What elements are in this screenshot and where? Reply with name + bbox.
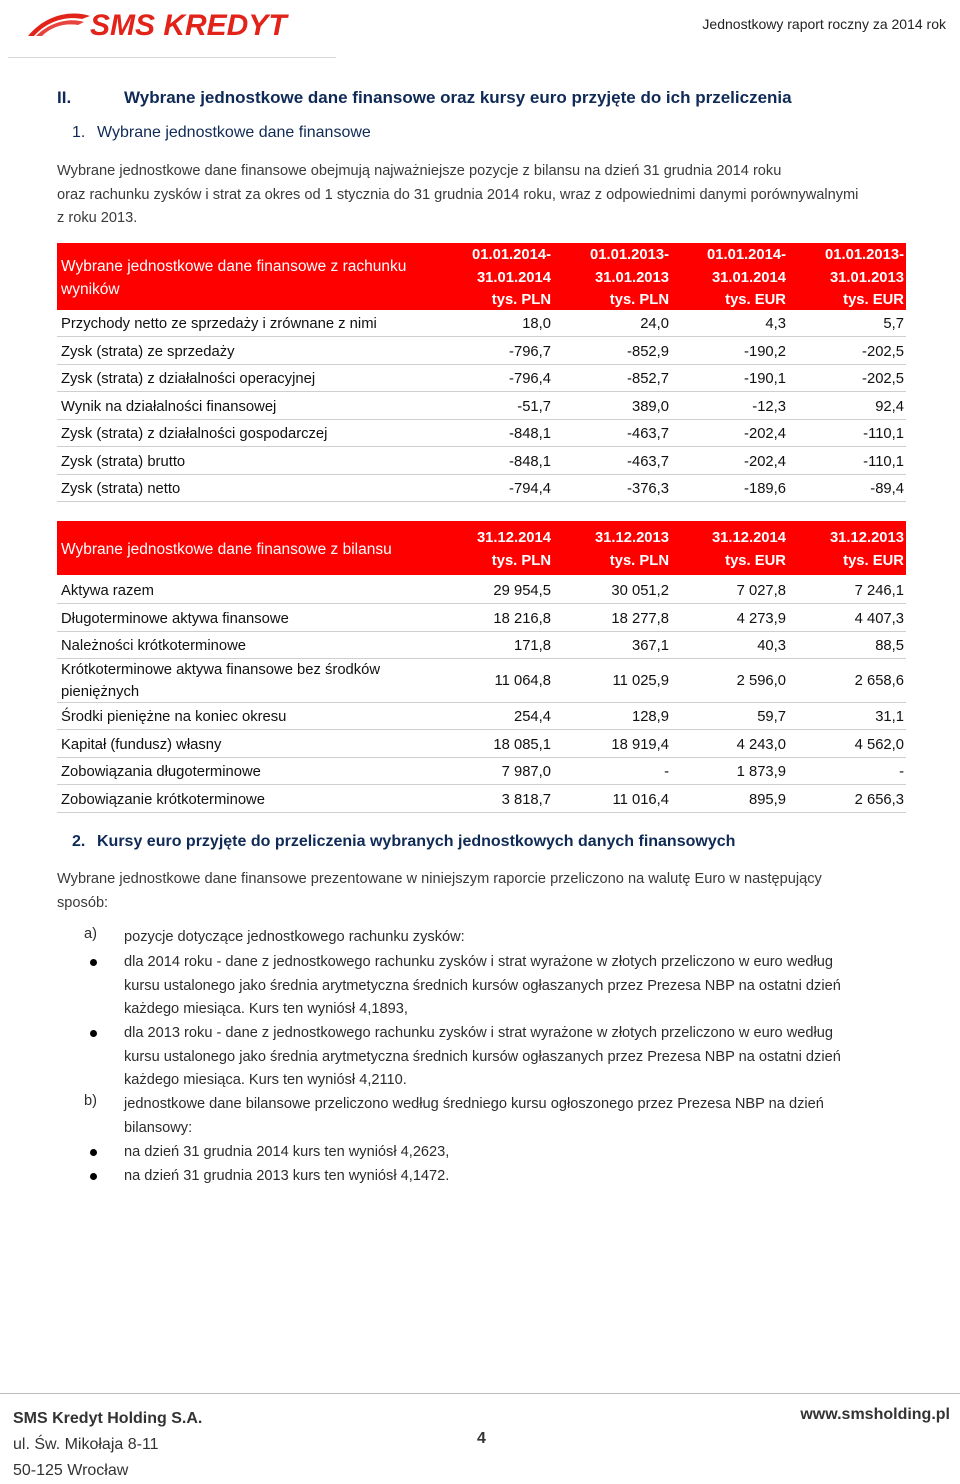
row-value: 4 407,3	[854, 610, 904, 627]
row-label: Zysk (strata) netto	[61, 481, 181, 497]
col-unit: tys. PLN	[609, 552, 669, 569]
balance-table-title: Wybrane jednostkowe dane finansowe z bilansu	[61, 541, 392, 558]
row-label: Należności krótkoterminowe	[61, 638, 247, 654]
col-unit: tys. EUR	[843, 552, 904, 569]
col-date-to: 31.01.2014	[711, 269, 786, 286]
bullet-icon	[90, 1149, 97, 1156]
section-title: Wybrane jednostkowe dane finansowe oraz kursy euro przyjęte do ich przeliczenia	[124, 88, 792, 107]
row-value: 59,7	[757, 709, 786, 725]
row-label: Zysk (strata) brutto	[61, 453, 186, 470]
table-row	[57, 786, 906, 813]
row-value: -202,5	[862, 371, 904, 387]
row-value: 254,4	[513, 709, 551, 725]
row-value: 2 596,0	[736, 672, 786, 689]
income-table-body	[57, 310, 906, 502]
col-unit: tys. PLN	[491, 552, 551, 569]
income-table-title-line: wyników	[61, 281, 120, 298]
col-date-to: 31.01.2013	[829, 269, 904, 286]
table-row	[57, 365, 906, 392]
table-row	[57, 393, 906, 420]
bullet-icon	[90, 959, 97, 966]
page-number: 4	[477, 1430, 486, 1447]
income-statement-table	[57, 243, 906, 503]
list-item-b-line: jednostkowe dane bilansowe przeliczono według średniego kursu ogłoszonego przez Prezesa NBP na dzień	[124, 1096, 824, 1112]
income-col-header	[559, 244, 669, 312]
logo-text: SMS KREDYT	[90, 9, 287, 42]
row-value: 128,9	[631, 709, 669, 725]
row-label: Aktywa razem	[61, 583, 154, 599]
footer-website-link[interactable]: www.smsholding.pl	[800, 1406, 950, 1423]
row-value: -794,4	[509, 481, 551, 497]
row-value: 389,0	[631, 398, 669, 415]
col-unit: tys. EUR	[725, 292, 786, 308]
footer-city: 50-125 Wrocław	[13, 1462, 129, 1479]
row-value: -463,7	[627, 426, 669, 442]
balance-col-header	[794, 527, 904, 572]
bullet-line: każdego miesiąca. Kurs ten wyniósł 4,1893,	[124, 1001, 408, 1017]
row-value: -202,5	[862, 343, 904, 360]
list-bullet-a2	[124, 1022, 906, 1093]
table-row	[57, 420, 906, 447]
row-value: -	[664, 764, 669, 780]
row-value: 88,5	[875, 638, 904, 654]
subsection-2-title: Kursy euro przyjęte do przeliczenia wybranych jednostkowych danych finansowych	[97, 833, 736, 850]
row-value: -12,3	[752, 398, 786, 415]
row-value: -51,7	[517, 398, 551, 415]
bullet-line: każdego miesiąca. Kurs ten wyniósł 4,2110.	[124, 1072, 407, 1088]
row-value: 11 016,4	[612, 791, 669, 808]
col-date: 31.12.2014	[711, 530, 786, 546]
income-table-title	[61, 255, 406, 301]
col-unit: tys. PLN	[609, 292, 669, 308]
col-date-from: 01.01.2013-	[825, 247, 904, 263]
row-label: Środki pieniężne na koniec okresu	[61, 709, 287, 725]
table-row	[57, 448, 906, 475]
bullet-line: dla 2013 roku - dane z jednostkowego rachunku zysków i strat wyrażone w złotych przeliczono w euro według	[124, 1025, 833, 1041]
row-value: 7 246,1	[854, 583, 904, 599]
row-value: -89,4	[870, 481, 904, 497]
row-label: Wynik na działalności finansowej	[61, 398, 277, 415]
bullet-line: kursu ustalonego jako średnia arytmetyczna średnich kursów ogłaszanych przez Prezesa NBP na ostatni dzień	[124, 977, 841, 994]
section-heading	[57, 88, 792, 108]
list-item-b-line: bilansowy:	[124, 1119, 193, 1136]
col-date-from: 01.01.2014-	[707, 247, 786, 263]
row-value: -848,1	[509, 426, 551, 442]
list-bullet-b2: na dzień 31 grudnia 2013 kurs ten wyniósł 4,1472.	[124, 1168, 450, 1184]
list-item-b	[124, 1093, 906, 1140]
col-date: 31.12.2013	[594, 530, 669, 546]
col-date-from: 01.01.2014-	[472, 247, 551, 263]
row-value: 31,1	[875, 709, 904, 725]
row-value: -202,4	[744, 426, 786, 442]
income-table-title-line: Wybrane jednostkowe dane finansowe z rachunku	[61, 258, 407, 275]
table-row	[57, 703, 906, 730]
row-value: 5,7	[883, 316, 904, 332]
row-value: 4 273,9	[736, 610, 786, 627]
row-value: 171,8	[513, 638, 551, 654]
list-marker-b: b)	[84, 1093, 97, 1109]
table-row	[57, 310, 906, 337]
list-marker-a: a)	[84, 926, 97, 942]
income-col-header	[676, 244, 786, 312]
row-value: 7 027,8	[736, 583, 786, 599]
row-value: -110,1	[863, 426, 904, 442]
row-value: 11 064,8	[494, 672, 551, 689]
row-value: 367,1	[631, 638, 669, 654]
row-label: Długoterminowe aktywa finansowe	[61, 610, 289, 627]
row-value: -190,2	[744, 343, 786, 360]
subsection-1-heading	[72, 124, 371, 142]
row-value: -852,9	[627, 343, 669, 360]
income-table-header	[57, 243, 906, 310]
row-value: -110,1	[863, 453, 904, 470]
footer-address	[13, 1406, 202, 1484]
row-value: -190,1	[744, 371, 786, 387]
balance-col-header	[441, 527, 551, 572]
table-row	[57, 731, 906, 758]
row-value: -796,4	[509, 371, 551, 387]
row-value: 18 919,4	[611, 736, 669, 753]
row-value: -848,1	[509, 453, 551, 470]
col-date: 31.12.2014	[476, 530, 551, 546]
subsection-2-number: 2.	[72, 833, 86, 850]
row-value: -796,7	[509, 343, 551, 360]
bullet-icon	[90, 1173, 97, 1180]
fx-intro-line: sposób:	[57, 894, 109, 911]
subsection-1-number: 1.	[72, 124, 86, 141]
bullet-line: kursu ustalonego jako średnia arytmetyczna średnich kursów ogłaszanych przez Prezesa NBP na ostatni dzień	[124, 1048, 841, 1065]
balance-sheet-table	[57, 521, 906, 813]
col-unit: tys. PLN	[491, 292, 551, 308]
table-row	[57, 660, 906, 703]
fx-intro-paragraph	[57, 868, 906, 915]
bullet-line: dla 2014 roku - dane z jednostkowego rachunku zysków i strat wyrażone w złotych przeliczono w euro według	[124, 954, 833, 970]
subsection-1-title: Wybrane jednostkowe dane finansowe	[97, 124, 371, 141]
table-row	[57, 632, 906, 659]
row-label: Zysk (strata) z działalności operacyjnej	[61, 371, 316, 387]
bullet-icon	[90, 1030, 97, 1037]
footer-divider	[0, 1393, 960, 1394]
balance-col-header	[559, 527, 669, 572]
intro-line: z roku 2013.	[57, 210, 138, 226]
row-value: 1 873,9	[736, 764, 786, 780]
col-date-to: 31.01.2013	[594, 269, 669, 286]
row-value: 24,0	[640, 316, 669, 332]
row-value: 92,4	[875, 398, 904, 415]
row-value: 11 025,9	[612, 672, 669, 689]
row-value: 18 085,1	[493, 736, 551, 753]
income-col-header	[441, 244, 551, 312]
row-label: Zysk (strata) z działalności gospodarczej	[61, 426, 328, 442]
balance-table-body	[57, 577, 906, 813]
table-row	[57, 475, 906, 502]
col-date: 31.12.2013	[829, 530, 904, 546]
row-label: Zobowiązania długoterminowe	[61, 764, 261, 780]
row-value: 4 562,0	[854, 736, 904, 753]
row-value: -463,7	[627, 453, 669, 470]
row-label: Kapitał (fundusz) własny	[61, 736, 222, 753]
intro-line: Wybrane jednostkowe dane finansowe obejmują najważniejsze pozycje z bilansu na dzień 31 grudnia 2014 roku	[57, 163, 782, 179]
intro-line: oraz rachunku zysków i strat za okres od 1 stycznia do 31 grudnia 2014 roku, wraz z odpowiednimi danymi porównywalnymi	[57, 186, 859, 203]
report-title: Jednostkowy raport roczny za 2014 rok	[702, 16, 946, 32]
intro-paragraph	[57, 160, 906, 231]
row-value: -852,7	[627, 371, 669, 387]
subsection-2-heading	[72, 833, 735, 851]
fx-intro-line: Wybrane jednostkowe dane finansowe prezentowane w niniejszym raporcie przeliczono na walutę Euro w następujący	[57, 871, 822, 887]
row-value: 4,3	[765, 316, 786, 332]
table-row	[57, 338, 906, 365]
list-item-a: pozycje dotyczące jednostkowego rachunku zysków:	[124, 929, 465, 945]
table-row	[57, 605, 906, 632]
row-value: 4 243,0	[736, 736, 786, 753]
row-value: -189,6	[744, 481, 786, 497]
row-value: 18 277,8	[611, 610, 669, 627]
row-label: Zysk (strata) ze sprzedaży	[61, 343, 235, 360]
row-value: 18 216,8	[493, 610, 551, 627]
row-value: 40,3	[757, 638, 786, 654]
balance-table-header	[57, 521, 906, 575]
footer-street: ul. Św. Mikołaja 8-11	[13, 1436, 159, 1453]
row-value: 30 051,2	[611, 583, 669, 599]
row-label: Zobowiązanie krótkoterminowe	[61, 791, 265, 808]
income-col-header	[794, 244, 904, 312]
col-date-from: 01.01.2013-	[590, 247, 669, 263]
row-value: 2 656,3	[854, 791, 904, 808]
row-value: 7 987,0	[501, 764, 551, 780]
row-label: Krótkoterminowe aktywa finansowe bez środków pieniężnych	[61, 661, 381, 700]
row-value: 3 818,7	[501, 791, 551, 808]
col-unit: tys. EUR	[843, 292, 904, 308]
row-value: 18,0	[522, 316, 551, 332]
row-value: -376,3	[627, 481, 669, 497]
col-date-to: 31.01.2014	[476, 269, 551, 286]
sms-kredyt-logo	[26, 6, 296, 42]
table-row	[57, 758, 906, 785]
table-row	[57, 577, 906, 604]
col-unit: tys. EUR	[725, 552, 786, 569]
row-value: 2 658,6	[854, 672, 904, 689]
row-value: 29 954,5	[493, 583, 551, 599]
list-bullet-a1	[124, 951, 906, 1022]
balance-col-header	[676, 527, 786, 572]
header-divider	[8, 57, 336, 58]
row-value: 895,9	[748, 791, 786, 808]
row-label: Przychody netto ze sprzedaży i zrównane z nimi	[61, 316, 377, 332]
row-value: -	[899, 764, 904, 780]
row-value: -202,4	[744, 453, 786, 470]
footer-company: SMS Kredyt Holding S.A.	[13, 1410, 203, 1427]
section-number: II.	[57, 88, 72, 107]
list-bullet-b1: na dzień 31 grudnia 2014 kurs ten wyniósł 4,2623,	[124, 1144, 450, 1160]
